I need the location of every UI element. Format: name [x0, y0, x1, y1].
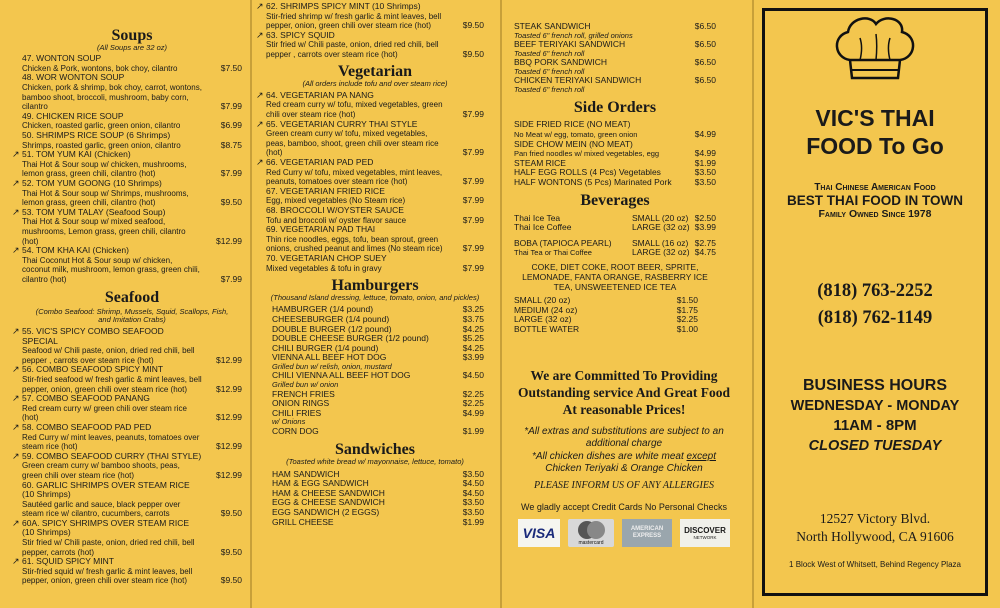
menu-item: [22, 481, 242, 519]
spicy-icon: ↗: [12, 556, 20, 567]
menu-row-name: EGG SANDWICH (2 EGGS): [272, 507, 380, 517]
vegetarian-note: (All orders include tofu and over steam rice): [302, 78, 448, 88]
side-orders-heading: Side Orders: [573, 99, 657, 117]
hamburgers-heading: Hamburgers: [331, 277, 419, 295]
soda-size: LARGE (32 oz): [514, 314, 572, 325]
menu-item-price: $7.99: [462, 147, 484, 158]
menu-item-price: $9.50: [220, 575, 242, 586]
spicy-icon: ↗: [12, 326, 20, 336]
amex-logo: AMERICAN EXPRESS: [622, 519, 672, 547]
menu-row-price: $4.50: [462, 487, 484, 498]
menu-row-name: CHILI BURGER (1/4 pound): [272, 342, 379, 353]
menu-item-price: $9.50: [220, 508, 242, 519]
seafood-cont-list: [256, 1, 484, 60]
credit-cards-note: We gladly accept Credit Cards No Personal Checks: [521, 502, 727, 512]
menu-row-name: CHEESEBURGER (1/4 pound): [272, 313, 390, 324]
side-order: [514, 120, 716, 139]
mastercard-logo: mastercard: [568, 519, 614, 547]
beverages-heading: Beverages: [580, 191, 650, 209]
menu-item: [12, 517, 242, 557]
menu-item-description: Mixed vegetables & tofu in gravy: [266, 263, 382, 273]
spicy-icon: ↗: [12, 149, 20, 160]
menu-item-description: Thai Hot & Sour soup w/ mixed seafood, mushrooms, Lemon grass, green chili, cilantro (hot): [22, 217, 186, 246]
menu-item-name: 48. WOR WONTON SOUP: [22, 72, 125, 83]
panel-vegetarian-burgers: [252, 0, 498, 608]
menu-row-price: $4.50: [462, 478, 484, 489]
menu-row-name: ONION RINGS: [272, 398, 330, 409]
menu-item-name: 66. VEGETARIAN PAD PED: [266, 156, 374, 167]
spicy-icon: ↗: [12, 517, 20, 528]
menu-item: [12, 177, 242, 208]
side-order: [514, 178, 716, 188]
menu-row-name: HAM SANDWICH: [272, 468, 340, 479]
beverage-price: $3.99: [694, 222, 716, 233]
menu-row-name: VIENNA ALL BEEF HOT DOG: [272, 352, 387, 363]
menu-item-price: $9.50: [220, 546, 242, 557]
family-owned: Family Owned Since 1978: [818, 208, 932, 220]
menu-item-description: Red Curry w/ mint leaves, peanuts, tomatoes over steam rice (hot): [22, 432, 200, 452]
menu-item: [256, 1, 484, 31]
menu-item-name: 61. SQUID SPICY MINT: [22, 556, 114, 567]
menu-row-price: $1.99: [462, 425, 484, 436]
menu-item-name: 49. CHICKEN RICE SOUP: [22, 110, 124, 121]
beverage-name: Thai Ice Coffee: [514, 222, 572, 233]
spicy-icon: ↗: [12, 421, 20, 432]
soda-size: MEDIUM (24 oz): [514, 304, 578, 315]
menu-item-name: 70. VEGETARIAN CHOP SUEY: [266, 252, 387, 263]
sandwiches-note: (Toasted white bread w/ mayonnaise, lettuce, tomato): [286, 457, 464, 467]
beverage-size: LARGE (32 oz): [632, 222, 690, 233]
menu-item-description: Green cream curry w/ tofu, mixed vegetables, peas, bamboo, shoot, green chili over steam rice (hot): [266, 129, 439, 158]
menu-row-price: $2.25: [462, 388, 484, 399]
menu-row-price: $4.25: [462, 342, 484, 353]
menu-item-price: $8.75: [220, 139, 242, 150]
side-order-price: $1.99: [694, 157, 716, 168]
menu-item: [12, 393, 242, 423]
menu-item-description: Thin rice noodles, eggs, tofu, bean sprout, green onions, crushed peanut and limes (No steam rice): [266, 234, 443, 254]
menu-item: [22, 112, 242, 131]
menu-item: [256, 89, 484, 120]
menu-item-price: $12.99: [216, 412, 242, 423]
spicy-icon: ↗: [256, 1, 264, 11]
business-hours: BUSINESS HOURS WEDNESDAY - MONDAY 11AM - 8PM CLOSED TUESDAY: [790, 377, 960, 454]
menu-row-note: Toasted 6" french roll: [514, 84, 585, 94]
menu-item-price: $7.99: [220, 273, 242, 284]
menu-item-description: Thai Hot & Sour soup w/ Shrimps, mushrooms, lemon grass, green chili, cilantro (hot): [22, 188, 189, 208]
beverage-name: Thai Tea or Thai Coffee: [514, 248, 592, 258]
side-order-description: No Meat w/ egg, tomato, green onion: [514, 129, 638, 139]
menu-item-price: $12.99: [216, 441, 242, 452]
menu-row-price: $6.50: [694, 57, 716, 68]
menu-row-name: BEEF TERIYAKI SANDWICH: [514, 39, 626, 50]
menu-row-price: $1.99: [462, 516, 484, 527]
spicy-icon: ↗: [256, 118, 264, 129]
panel-sides-beverages: [502, 0, 752, 608]
menu-row-note: Grilled bun w/ onion: [272, 380, 339, 389]
menu-item-name: 54. TOM KHA KAI (Chicken): [22, 245, 129, 256]
menu-item-price: $7.99: [220, 168, 242, 179]
menu-item-description: Sautéed garlic and sauce, black pepper over steam rice w/ cilantro, cucumbers, carrots: [22, 499, 181, 519]
hamburgers-note: (Thousand Island dressing, lettuce, tomato, onion, and pickles): [270, 293, 480, 303]
menu-item-price: $7.99: [462, 262, 484, 273]
hot-sandwiches-list: [514, 22, 716, 94]
seafood-note: (Combo Seafood: Shrimp, Mussels, Squid, Scallops, Fish, and Imitation Crabs): [35, 306, 229, 324]
menu-item: [256, 29, 484, 60]
soda-price: $1.75: [676, 304, 698, 315]
menu-row-note: Grilled bun w/ relish, onion, mustard: [272, 361, 392, 371]
spicy-icon: ↗: [12, 177, 20, 188]
menu-row-price: $3.75: [462, 313, 484, 324]
address: 12527 Victory Blvd. North Hollywood, CA 91606: [796, 511, 954, 544]
menu-row-price: $3.50: [462, 507, 484, 517]
menu-row-name: HAM & CHEESE SANDWICH: [272, 487, 385, 498]
spicy-icon: ↗: [12, 245, 20, 256]
menu-row: [272, 427, 484, 437]
menu-item-price: $6.99: [220, 120, 242, 131]
panel-soups-seafood: [0, 0, 248, 608]
side-order-name: HALF WONTONS (5 Pcs) Marinated Pork: [514, 176, 672, 187]
menu-item-name: 60. GARLIC SHRIMPS OVER STEAM RICE (10 Shrimps): [22, 479, 190, 500]
menu-item-description: Thai Hot & Sour soup w/ chicken, mushrooms, lemon grass, green chili, cilantro (hot): [22, 159, 187, 179]
menu-item-description: Stir-fried squid w/ fresh garlic & mint leaves, bell pepper, onion, green chili over steam rice (hot): [22, 566, 193, 586]
menu-row-note: w/ Onions: [272, 417, 306, 427]
menu-item-name: 52. TOM YUM GOONG (10 Shrimps): [22, 177, 162, 188]
menu-item-name: 50. SHRIMPS RICE SOUP (6 Shrimps): [22, 130, 171, 140]
beverage-size: LARGE (32 oz): [632, 247, 690, 258]
menu-item-name: 51. TOM YUM KAI (Chicken): [22, 149, 131, 160]
menu-row-price: $6.50: [694, 21, 716, 31]
menu-item-name: 47. WONTON SOUP: [22, 53, 102, 64]
menu-item-description: Tofu and broccoli w/ oyster flavor sauce: [266, 215, 407, 225]
menu-item-name: 57. COMBO SEAFOOD PANANG: [22, 393, 150, 404]
spicy-icon: ↗: [256, 89, 264, 100]
soda-sizes-list: [514, 296, 716, 334]
beverage-price: $4.75: [694, 247, 716, 258]
chicken-note: *All chicken dishes are white meat except Chicken Teriyaki & Orange Chicken: [532, 451, 716, 474]
soda-price: $1.00: [676, 324, 698, 335]
menu-item: [12, 556, 242, 586]
menu-item: [12, 206, 242, 246]
menu-item-name: 69. VEGETARIAN PAD THAI: [266, 224, 376, 235]
menu-item: [22, 131, 242, 150]
menu-row-name: HAM & EGG SANDWICH: [272, 478, 369, 489]
sandwiches-heading: Sandwiches: [334, 441, 416, 459]
menu-row-note: Toasted 6" french roll, grilled onions: [514, 30, 633, 40]
menu-row-name: DOUBLE BURGER (1/2 pound): [272, 323, 392, 334]
beverage-price: $2.50: [694, 212, 716, 223]
beverage-row: [514, 223, 716, 233]
seafood-list: [12, 326, 242, 586]
menu-row-price: $4.25: [462, 323, 484, 334]
side-order-description: Pan fried noodles w/ mixed vegetables, egg: [514, 149, 660, 159]
menu-row-name: DOUBLE CHEESE BURGER (1/2 pound): [272, 333, 429, 344]
menu-item-name: 64. VEGETARIAN PA NANG: [266, 89, 374, 100]
soups-list: [12, 53, 242, 284]
beverage-size: SMALL (16 oz): [632, 237, 689, 248]
menu-item-description: Stir-fried shrimp w/ fresh garlic & mint leaves, bell pepper, onion, green chili over steam rice (hot): [266, 11, 442, 31]
menu-row-price: $3.25: [462, 304, 484, 315]
menu-item-name: 68. BROCCOLI W/OYSTER SAUCE: [266, 204, 404, 215]
menu-row-name: GRILL CHEESE: [272, 516, 334, 527]
menu-row-name: CHICKEN TERIYAKI SANDWICH: [514, 75, 642, 86]
menu-item-price: $12.99: [216, 235, 242, 246]
sandwiches-list: [266, 470, 484, 528]
menu-item: [266, 225, 484, 254]
vegetarian-list: [256, 89, 484, 273]
side-order-price: $4.99: [694, 148, 716, 159]
menu-item-description: Shrimps, roasted garlic, green onion, cilantro: [22, 140, 181, 150]
phone-2: (818) 762-1149: [817, 308, 933, 328]
tagline: BEST THAI FOOD IN TOWN: [787, 193, 963, 208]
menu-item-description: Stir fried w/ Chili paste, onion, dried red chili, bell pepper , carrots over steam rice (hot): [266, 40, 439, 59]
menu-row-price: $4.50: [462, 370, 484, 381]
menu-row-price: $4.99: [462, 407, 484, 418]
beverage-price: $2.75: [694, 237, 716, 248]
menu-item-price: $9.50: [220, 197, 242, 208]
spicy-icon: ↗: [12, 364, 20, 375]
menu-row: [514, 76, 716, 86]
menu-item-name: 55. VIC'S SPICY COMBO SEAFOOD SPECIAL: [22, 326, 164, 346]
menu-row-price: $6.50: [694, 39, 716, 50]
menu-row-note: Toasted 6" french roll: [514, 48, 585, 58]
side-order-name: STEAM RICE: [514, 157, 566, 168]
phone-numbers: [764, 278, 986, 332]
menu-item: [266, 187, 484, 206]
menu-item-price: $9.50: [462, 20, 484, 31]
menu-item: [12, 245, 242, 284]
menu-row: [272, 409, 484, 419]
menu-item: [256, 156, 484, 187]
menu-row-price: $3.99: [462, 352, 484, 363]
menu-row-name: EGG & CHEESE SANDWICH: [272, 497, 385, 508]
menu-item: [266, 254, 484, 273]
menu-item-name: 63. SPICY SQUID: [266, 29, 335, 40]
menu-item-price: $7.99: [220, 101, 242, 112]
menu-row: [514, 22, 716, 32]
soda-price: $2.25: [676, 314, 698, 325]
menu-item: [12, 326, 242, 365]
allergy-note: PLEASE INFORM US OF ANY ALLERGIES: [534, 480, 714, 491]
menu-item-name: 59. COMBO SEAFOOD CURRY (THAI STYLE): [22, 450, 202, 461]
restaurant-name: VIC'S THAI FOOD To Go: [806, 105, 944, 159]
menu-item-price: $7.99: [462, 109, 484, 119]
menu-item-price: $7.99: [462, 176, 484, 187]
soda-list: COKE, DIET COKE, ROOT BEER, SPRITE, LEMONADE, FANTA ORANGE, RASBERRY ICE TEA, UNSWEETENED ICE TEA: [522, 261, 708, 292]
menu-row-name: FRENCH FRIES: [272, 388, 335, 399]
menu-item: [22, 73, 242, 111]
menu-row-name: CHILI FRIES: [272, 407, 322, 418]
menu-item-price: $12.99: [216, 354, 242, 365]
visa-logo: VISA: [518, 519, 560, 547]
menu-item-price: $9.50: [462, 48, 484, 59]
menu-row-price: $5.25: [462, 333, 484, 344]
menu-item-description: Seafood w/ Chili paste, onion, dried red chili, bell pepper , carrots over steam rice (hot): [22, 346, 195, 365]
discover-logo: DISCOVER NETWORK: [680, 519, 730, 547]
spicy-icon: ↗: [12, 206, 20, 217]
side-orders-list: [514, 120, 716, 187]
extras-note: *All extras and substitutions are subject to an additional charge: [524, 426, 724, 449]
menu-row: [272, 371, 484, 381]
menu-item-name: 58. COMBO SEAFOOD PAD PED: [22, 421, 152, 432]
menu-row: [514, 40, 716, 50]
spicy-icon: ↗: [12, 393, 20, 404]
menu-item-description: Red cream curry w/ green chili over steam rice (hot): [22, 403, 187, 423]
soda-size: BOTTLE WATER: [514, 324, 580, 335]
beverage-size: SMALL (20 oz): [632, 212, 689, 223]
menu-item: [22, 54, 242, 73]
menu-row-price: $3.50: [462, 497, 484, 508]
menu-item-description: Chicken & Pork, wontons, bok choy, cilantro: [22, 63, 178, 73]
menu-item-price: $7.99: [462, 214, 484, 225]
menu-row-name: BBQ PORK SANDWICH: [514, 57, 608, 68]
menu-row-price: $2.25: [462, 398, 484, 409]
menu-item: [256, 118, 484, 158]
menu-item-price: $7.99: [462, 243, 484, 254]
soups-note: (All Soups are 32 oz): [96, 43, 168, 52]
spicy-icon: ↗: [256, 156, 264, 167]
menu-item-description: Red Curry w/ tofu, mixed vegetables, mint leaves, peanuts, tomatoes over steam rice (hot): [266, 167, 443, 187]
menu-item: [12, 450, 242, 481]
panel-cover: [752, 0, 1000, 608]
menu-row: [514, 58, 716, 68]
menu-item-description: Stir fried w/ Chili paste, onion, dried red chili, bell pepper, carrots (hot): [22, 538, 195, 557]
soda-price: $1.50: [676, 295, 698, 306]
menu-row-name: STEAK SANDWICH: [514, 21, 591, 31]
menu-item-description: Chicken, pork & shrimp, bok choy, carrot, wontons, bamboo shoot, broccoli, mushroom, baby corn, cilantro: [22, 83, 202, 112]
menu-item: [12, 364, 242, 394]
landmark-note: 1 Block West of Whitsett, Behind Regency Plaza: [789, 560, 961, 569]
menu-item-name: 56. COMBO SEAFOOD SPICY MINT: [22, 364, 164, 375]
menu-row-price: $3.50: [462, 468, 484, 479]
menu-item-description: Green cream curry w/ bamboo shoots, peas, green chili over steam rice (hot): [22, 461, 180, 480]
menu-item-name: 65. VEGETARIAN CURRY THAI STYLE: [266, 118, 418, 129]
cuisine-label: Thai Chinese American Food: [814, 182, 936, 193]
beverages-list: [514, 214, 716, 258]
menu-row-note: Toasted 6" french roll: [514, 66, 585, 76]
menu-item-name: 67. VEGETARIAN FRIED RICE: [266, 185, 385, 196]
side-order-name: HALF EGG ROLLS (4 Pcs) Vegetables: [514, 167, 661, 178]
soda-size-row: [514, 325, 698, 335]
chef-hat-icon: [830, 14, 920, 91]
side-order-price: $3.50: [694, 167, 716, 178]
menu-row: [272, 518, 484, 528]
menu-row-price: $6.50: [694, 75, 716, 86]
menu-item-price: $12.99: [216, 469, 242, 480]
menu-row-name: CORN DOG: [272, 425, 319, 436]
hamburgers-list: [266, 305, 484, 436]
menu-item: [12, 149, 242, 179]
commitment-statement: We are Committed To Providing Outstanding service And Great Food At reasonable Prices!: [517, 368, 730, 417]
side-order-price: $3.50: [694, 176, 716, 187]
side-order: [514, 140, 716, 159]
beverage-name: Thai Ice Tea: [514, 212, 561, 223]
vegetarian-heading: Vegetarian: [337, 62, 413, 80]
menu-item-description: Thai Coconut Hot & Sour soup w/ chicken, coconut milk, mushroom, lemon grass, green chili, cilantro (hot): [22, 255, 200, 284]
menu-item-name: 60A. SPICY SHRIMPS OVER STEAM RICE (10 Shrimps): [22, 517, 190, 538]
menu-row-name: CHILI VIENNA ALL BEEF HOT DOG: [272, 370, 411, 381]
seafood-heading: Seafood: [104, 288, 160, 306]
menu-item-price: $12.99: [216, 383, 242, 394]
side-order-name: SIDE FRIED RICE (NO MEAT): [514, 119, 631, 130]
side-order-price: $4.99: [694, 128, 716, 139]
card-logos: [516, 519, 732, 547]
beverage-row: [514, 248, 716, 258]
menu-item-description: Chicken, roasted garlic, green onion, cilantro: [22, 121, 181, 131]
beverage-name: BOBA (TAPIOCA PEARL): [514, 237, 612, 248]
menu-item-description: Stir-fried seafood w/ fresh garlic & mint leaves, bell pepper, onion, green chili over steam rice (hot): [22, 374, 202, 394]
menu-item-price: $7.99: [462, 195, 484, 206]
menu-item-description: Red cream curry w/ tofu, mixed vegetables, green chili over steam rice (hot): [266, 100, 443, 119]
soups-heading: Soups: [111, 27, 153, 44]
menu-item-name: 62. SHRIMPS SPICY MINT (10 Shrimps): [266, 1, 421, 11]
spicy-icon: ↗: [12, 450, 20, 461]
phone-1: (818) 763-2252: [817, 281, 933, 301]
menu-item: [266, 206, 484, 225]
menu-row: [272, 353, 484, 363]
menu-item-name: 53. TOM YUM TALAY (Seafood Soup): [22, 206, 166, 217]
menu-item-price: $7.50: [220, 62, 242, 73]
menu-item: [12, 421, 242, 452]
menu-item-description: Egg, mixed vegetables (No Steam rice): [266, 196, 406, 206]
soda-size: SMALL (20 oz): [514, 295, 571, 306]
spicy-icon: ↗: [256, 29, 264, 40]
side-order-name: SIDE CHOW MEIN (NO MEAT): [514, 138, 633, 149]
menu-row-name: HAMBURGER (1/4 pound): [272, 304, 374, 315]
